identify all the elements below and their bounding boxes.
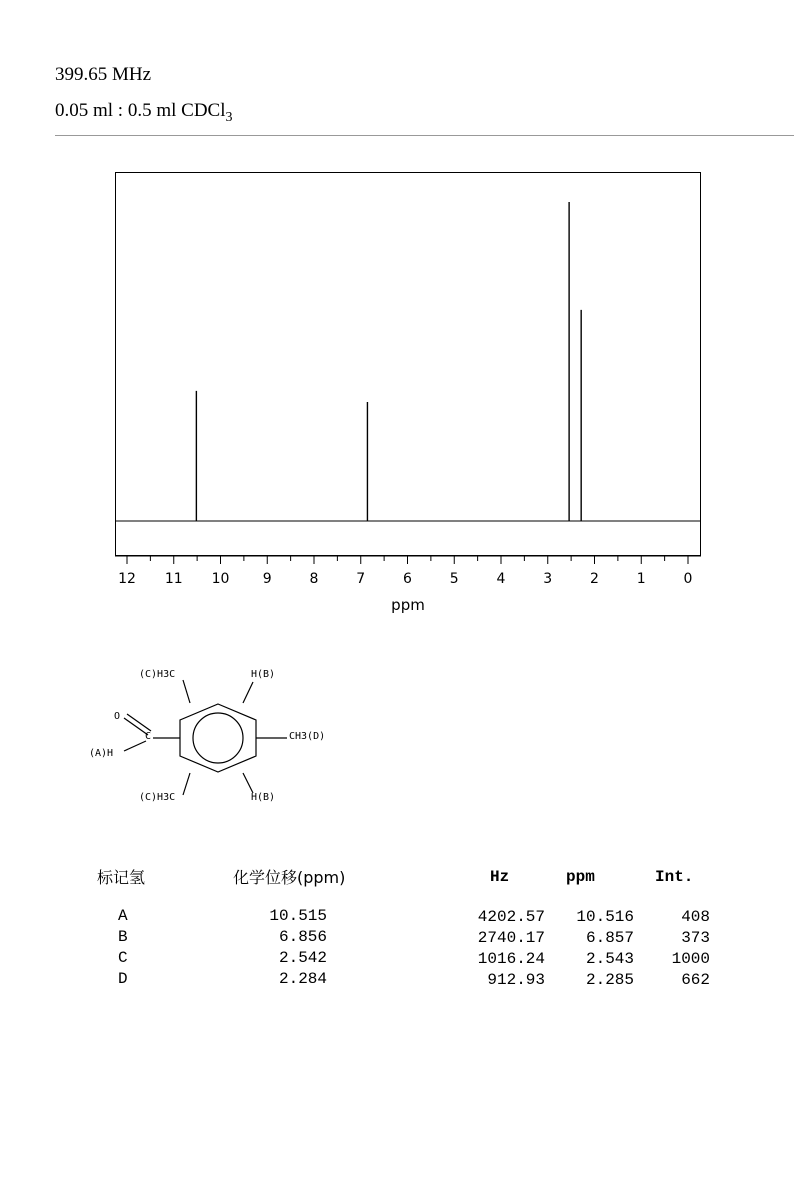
right-row-d-ppm: 2.285 — [585, 971, 634, 989]
label-ch3-top: (C)H3C — [139, 669, 176, 680]
peaks-group — [196, 202, 581, 521]
bond-ch — [124, 741, 146, 751]
header-chemical-shift: 化学位移(ppm) — [233, 868, 346, 887]
x-tick-label-8: 8 — [309, 571, 319, 587]
left-row-c-label: C — [118, 949, 128, 967]
header-ppm: ppm — [566, 868, 595, 886]
right-row-a-ppm: 10.516 — [576, 908, 634, 926]
solvent-text: 0.05 ml : 0.5 ml CDCl — [55, 100, 226, 121]
right-row-c-ppm: 2.543 — [585, 950, 634, 968]
x-tick-label-11: 11 — [164, 571, 183, 587]
label-h-bottom: H(B) — [251, 792, 276, 803]
x-axis-label: ppm — [391, 596, 425, 614]
x-tick-label-7: 7 — [356, 571, 366, 587]
right-row-c-hz: 1016.24 — [477, 950, 545, 968]
label-ch3-bottom: (C)H3C — [139, 792, 176, 803]
spectrometer-frequency: 399.65 MHz — [55, 64, 152, 85]
bond-ch3-top — [183, 680, 190, 703]
aromatic-circle — [193, 713, 243, 763]
left-row-a-shift: 10.515 — [269, 907, 327, 925]
x-tick-label-9: 9 — [262, 571, 272, 587]
right-row-a-hz: 4202.57 — [477, 908, 545, 926]
bond-h-bottom — [243, 773, 253, 793]
right-row-a-int: 408 — [681, 908, 710, 926]
left-row-d-shift: 2.284 — [278, 970, 327, 988]
label-h-a: (A)H — [89, 748, 114, 759]
left-row-a-label: A — [118, 907, 128, 925]
header-int: Int. — [655, 868, 694, 886]
label-ch3-right: CH3(D) — [289, 731, 326, 742]
bond-ch3-bottom — [183, 773, 190, 795]
x-tick-label-1: 1 — [636, 571, 646, 587]
right-row-c-int: 1000 — [671, 950, 710, 968]
label-h-top: H(B) — [251, 669, 276, 680]
right-row-d-int: 662 — [681, 971, 710, 989]
right-row-b-int: 373 — [681, 929, 710, 947]
x-ticks-group — [118, 556, 692, 587]
benzene-ring — [180, 704, 256, 772]
header-hz: Hz — [490, 868, 510, 886]
left-row-b-shift: 6.856 — [278, 928, 327, 946]
label-c: C — [145, 731, 152, 742]
x-tick-label-10: 10 — [211, 571, 230, 587]
x-tick-label-6: 6 — [403, 571, 412, 587]
bond-h-top — [243, 682, 253, 703]
right-row-b-ppm: 6.857 — [585, 929, 634, 947]
x-tick-label-12: 12 — [118, 571, 136, 587]
right-row-b-hz: 2740.17 — [477, 929, 545, 947]
x-tick-label-3: 3 — [543, 571, 553, 587]
plot-frame — [116, 173, 701, 556]
x-tick-label-4: 4 — [496, 571, 506, 587]
label-o: O — [114, 711, 121, 722]
header-proton-label: 标记氢 — [97, 868, 146, 887]
bond-co-b — [127, 714, 151, 731]
right-row-d-hz: 912.93 — [487, 971, 545, 989]
left-row-b-label: B — [118, 928, 128, 946]
solvent-subscript: 3 — [225, 109, 233, 125]
x-tick-label-0: 0 — [683, 571, 693, 587]
x-tick-label-5: 5 — [449, 571, 459, 587]
x-tick-label-2: 2 — [590, 571, 599, 587]
left-row-c-shift: 2.542 — [278, 949, 327, 967]
left-row-d-label: D — [118, 970, 128, 988]
